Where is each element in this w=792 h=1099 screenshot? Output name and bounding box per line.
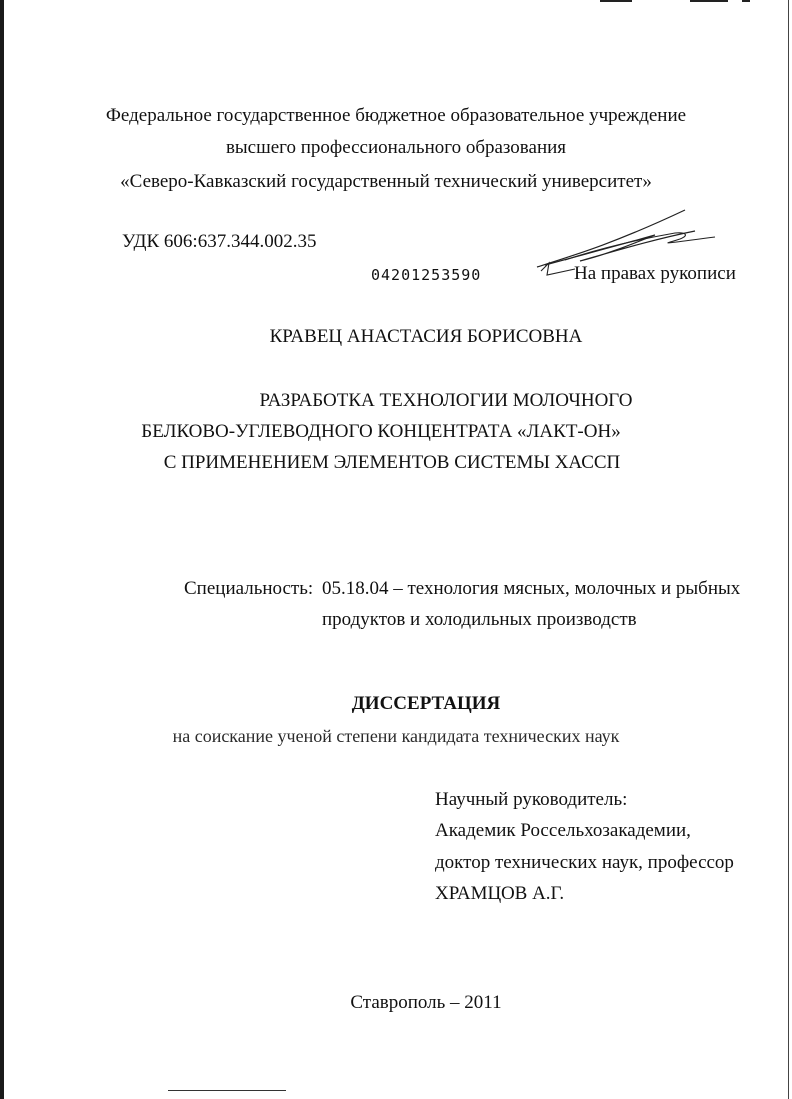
supervisor-name: ХРАМЦОВ А.Г. bbox=[435, 883, 565, 904]
scan-left-edge bbox=[0, 0, 4, 1099]
scan-mark bbox=[742, 0, 750, 2]
specialty-line-1: 05.18.04 – технология мясных, молочных и рыбных bbox=[322, 578, 741, 599]
institution-line-3: «Северо-Кавказский государственный технический университет» bbox=[120, 171, 652, 192]
degree-line: на соискание ученой степени кандидата технических наук bbox=[172, 726, 620, 746]
udk-code: УДК 606:637.344.002.35 bbox=[122, 231, 317, 252]
supervisor-title-2: доктор технических наук, профессор bbox=[435, 852, 734, 873]
scan-mark bbox=[168, 1090, 286, 1091]
specialty-label: Специальность: bbox=[184, 578, 314, 599]
institution-line-2: высшего профессионального образования bbox=[225, 137, 567, 158]
manuscript-note: На правах рукописи bbox=[574, 263, 736, 284]
scan-mark bbox=[690, 0, 728, 2]
city-year: Ставрополь – 2011 bbox=[350, 992, 502, 1013]
registration-number: 04201253590 bbox=[371, 266, 482, 284]
thesis-title-line-1: РАЗРАБОТКА ТЕХНОЛОГИИ МОЛОЧНОГО bbox=[259, 390, 633, 411]
specialty-line-2: продуктов и холодильных производств bbox=[322, 609, 637, 630]
institution-line-1: Федеральное государственное бюджетное образовательное учреждение bbox=[105, 105, 687, 126]
thesis-title-line-2: БЕЛКОВО-УГЛЕВОДНОГО КОНЦЕНТРАТА «ЛАКТ-ОН» bbox=[141, 421, 621, 442]
scan-mark bbox=[600, 0, 632, 2]
document-type: ДИССЕРТАЦИЯ bbox=[351, 693, 501, 714]
supervisor-label: Научный руководитель: bbox=[435, 789, 628, 810]
supervisor-title-1: Академик Россельхозакадемии, bbox=[435, 820, 691, 841]
scan-right-edge bbox=[788, 0, 789, 1099]
thesis-title-line-3: С ПРИМЕНЕНИЕМ ЭЛЕМЕНТОВ СИСТЕМЫ ХАССП bbox=[163, 452, 621, 473]
author-name: КРАВЕЦ АНАСТАСИЯ БОРИСОВНА bbox=[269, 326, 583, 347]
